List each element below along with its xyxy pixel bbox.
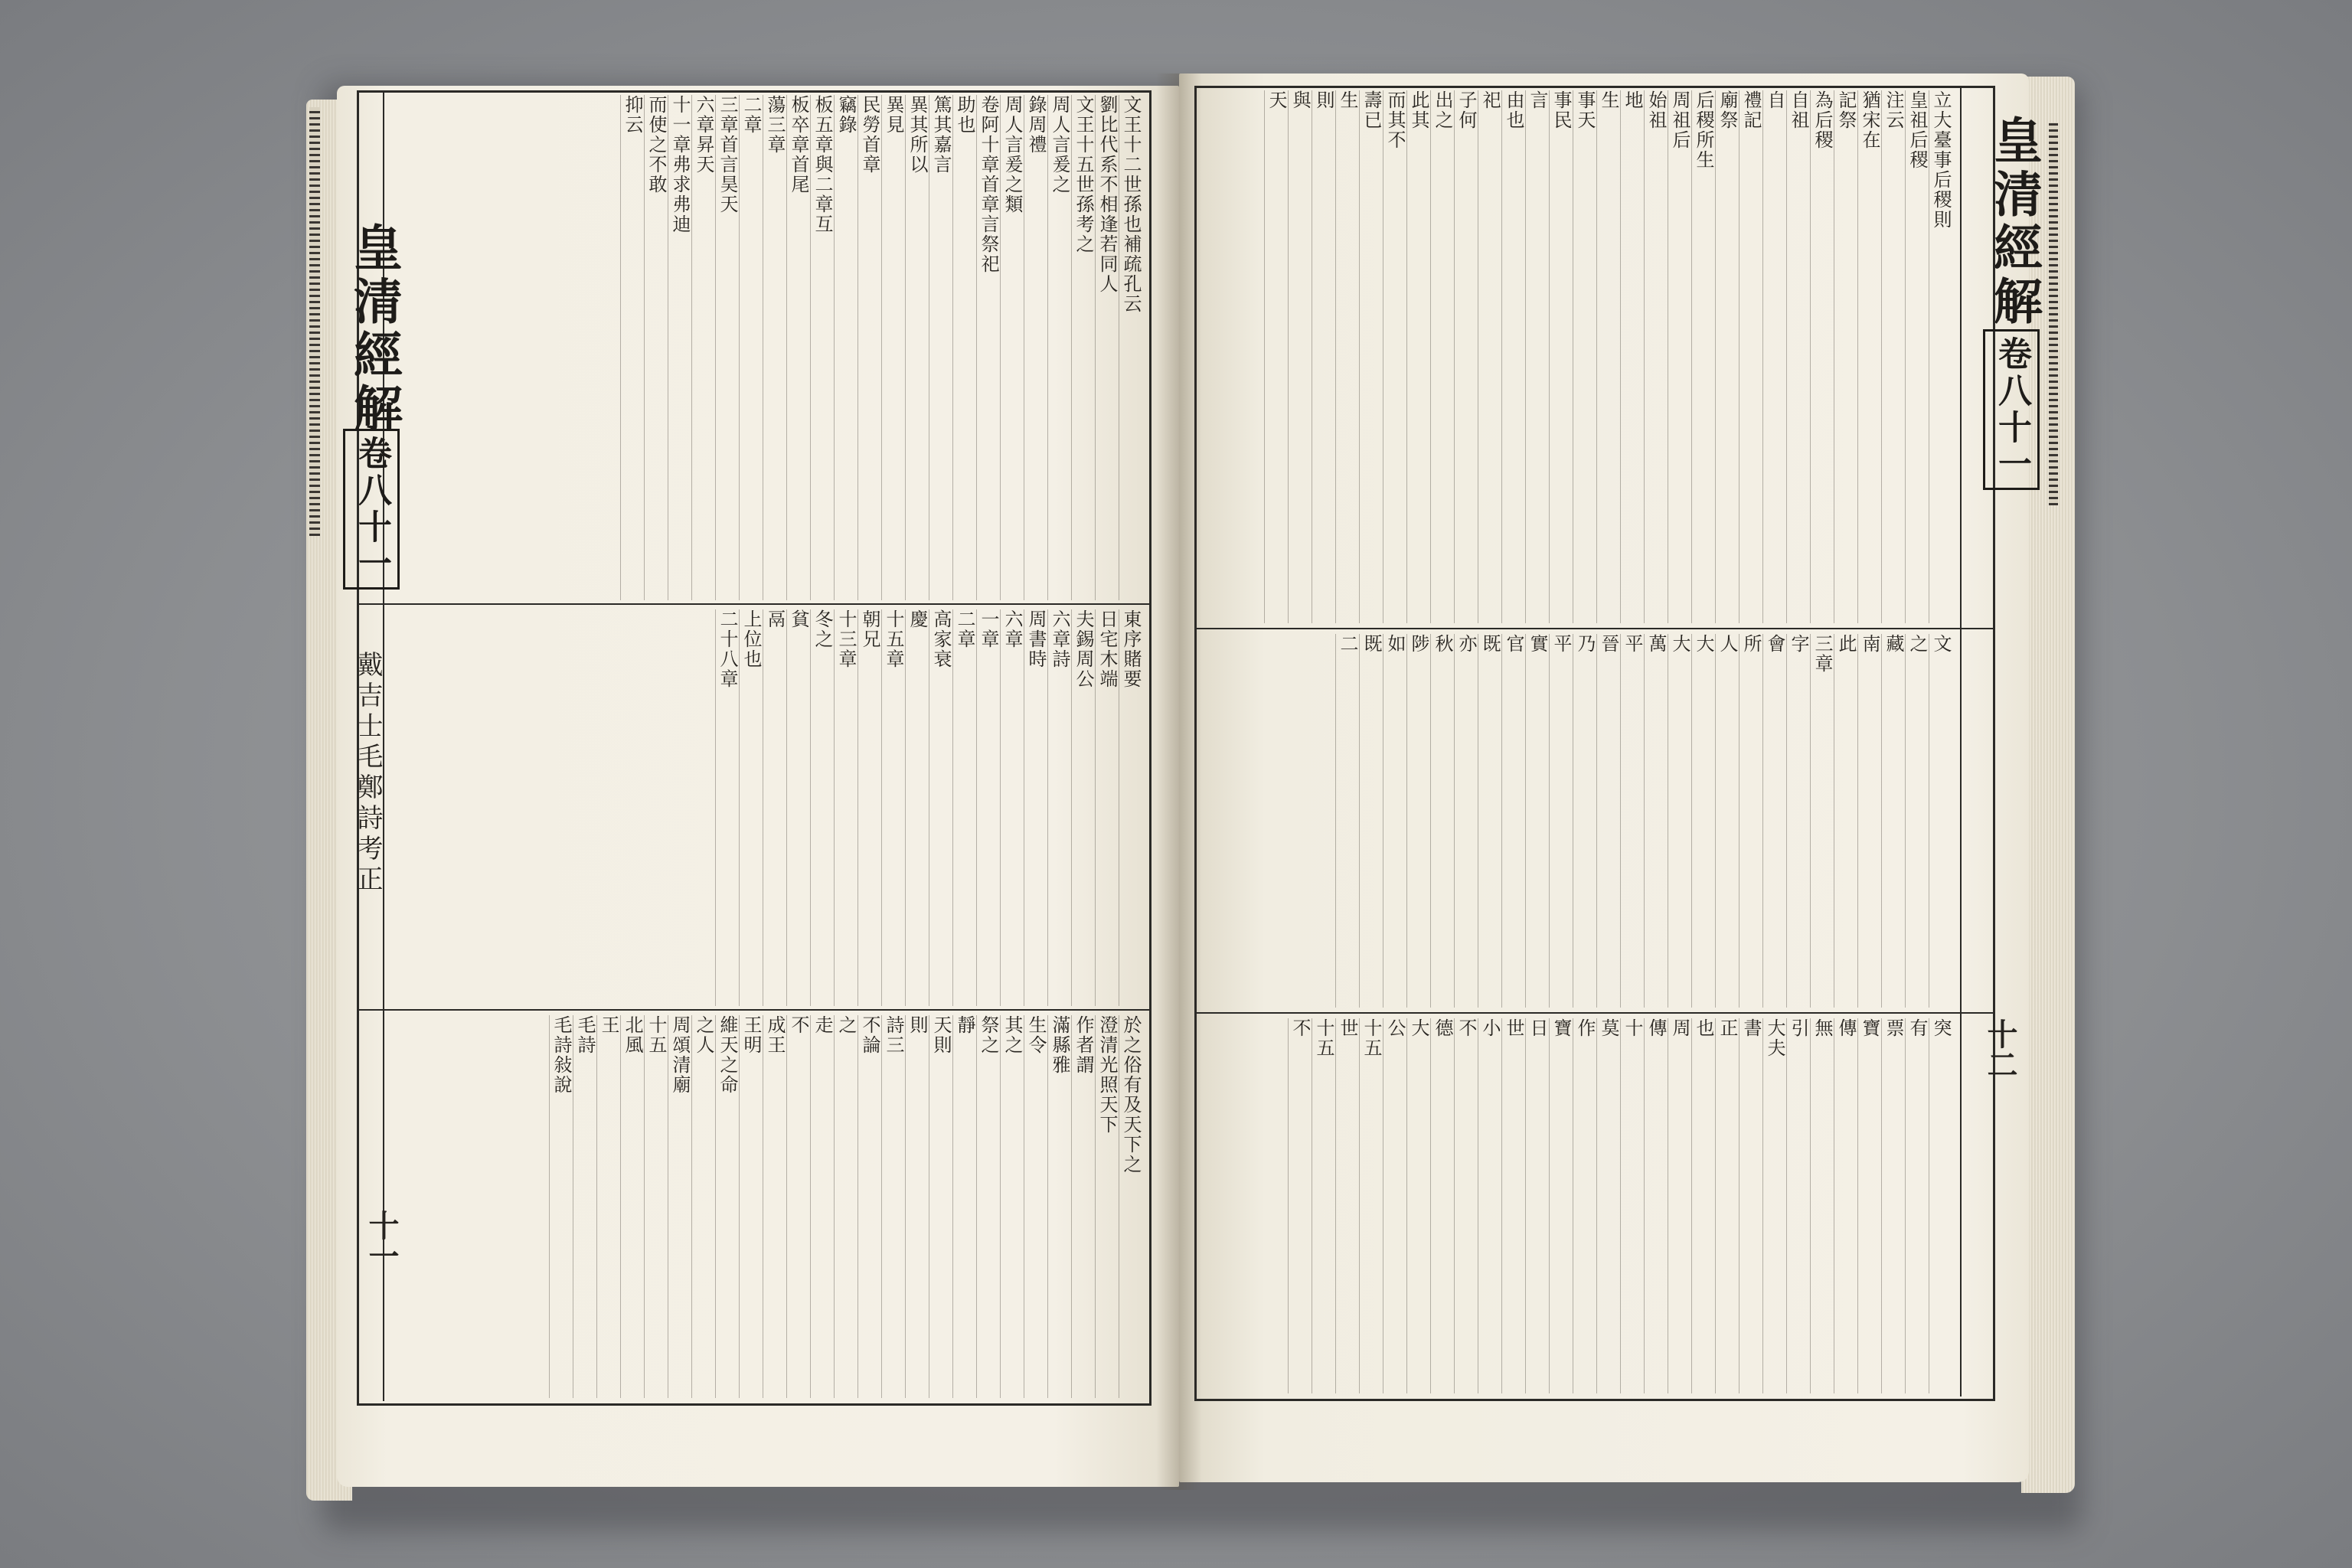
- text-column: 王: [596, 1015, 620, 1398]
- text-column: 之: [1905, 634, 1929, 1008]
- text-column: 二: [1335, 634, 1359, 1008]
- text-column: 正: [1715, 1018, 1739, 1393]
- right-middle-text: [1202, 634, 1952, 1008]
- text-column: 此: [1834, 634, 1857, 1008]
- text-column: 自: [1762, 90, 1786, 623]
- text-column: 錄周禮: [1024, 95, 1047, 600]
- text-column: 朝兄: [858, 609, 881, 1006]
- text-column: 則: [1312, 90, 1335, 623]
- text-column: 板五章與二章互: [810, 95, 834, 600]
- text-column: 與: [1288, 90, 1312, 623]
- text-column: 抑云: [620, 95, 644, 600]
- right-volume-label: 卷八十一: [1983, 329, 2040, 490]
- text-column: 十一章弗求弗迪: [668, 95, 691, 600]
- text-column: 文王十五世孫考之: [1071, 95, 1095, 600]
- text-column: 王明: [739, 1015, 763, 1398]
- text-column: 蕩三章: [763, 95, 786, 600]
- left-editor-credit: 戴吉士毛鄭詩考正: [352, 651, 383, 896]
- text-column: 有: [1905, 1018, 1929, 1393]
- text-column: 二章: [952, 609, 976, 1006]
- text-column: 周書時: [1024, 609, 1047, 1006]
- left-leaf-number: 十一: [364, 1210, 400, 1271]
- text-column: 二章: [739, 95, 763, 600]
- text-column: 無: [1810, 1018, 1834, 1393]
- right-tier-rule-2: [1194, 1012, 1995, 1014]
- text-column: 事民: [1549, 90, 1573, 623]
- text-column: 人: [1715, 634, 1739, 1008]
- left-middle-text: [413, 609, 1142, 1006]
- right-leaf-number: 十二: [1982, 1018, 2018, 1080]
- text-column: 毛詩敍說: [549, 1015, 573, 1398]
- text-column: 篤其嘉言: [929, 95, 952, 600]
- left-margin-title: 皇清經解: [345, 222, 403, 436]
- text-column: 周頌清廟: [668, 1015, 691, 1398]
- text-column: 十五: [644, 1015, 668, 1398]
- right-tier-rule-1: [1194, 628, 1995, 629]
- text-column: 字: [1786, 634, 1810, 1008]
- text-column: 詩三: [881, 1015, 905, 1398]
- text-column: 禮記: [1739, 90, 1762, 623]
- text-column: 異其所以: [905, 95, 929, 600]
- text-column: 地: [1620, 90, 1644, 623]
- text-column: 寶: [1549, 1018, 1573, 1393]
- text-column: 十五: [1312, 1018, 1335, 1393]
- text-column: 自祖: [1786, 90, 1810, 623]
- text-column: 澄清光照天下: [1095, 1015, 1119, 1398]
- text-column: 之人: [691, 1015, 715, 1398]
- text-column: 天: [1264, 90, 1288, 623]
- text-column: 板卒章首尾: [786, 95, 810, 600]
- text-column: 記祭: [1834, 90, 1857, 623]
- text-column: 於之俗有及天下之: [1119, 1015, 1142, 1398]
- text-column: 傳: [1644, 1018, 1668, 1393]
- text-column: 票: [1881, 1018, 1905, 1393]
- text-column: 祭之: [976, 1015, 1000, 1398]
- text-column: 傳: [1834, 1018, 1857, 1393]
- right-banxin-rule: [1960, 86, 1962, 1396]
- text-column: 子何: [1454, 90, 1478, 623]
- text-column: 大: [1406, 1018, 1430, 1393]
- text-column: 助也: [952, 95, 976, 600]
- left-upper-text: [413, 95, 1142, 600]
- text-column: 平: [1549, 634, 1573, 1008]
- text-column: 異見: [881, 95, 905, 600]
- text-column: 后稷所生: [1691, 90, 1715, 623]
- text-column: 此其: [1406, 90, 1430, 623]
- text-column: 十三章: [834, 609, 858, 1006]
- text-column: 六章昇天: [691, 95, 715, 600]
- text-column: 生: [1335, 90, 1359, 623]
- text-column: 既: [1478, 634, 1501, 1008]
- text-column: 也: [1691, 1018, 1715, 1393]
- text-column: 天則: [929, 1015, 952, 1398]
- text-column: 三章: [1810, 634, 1834, 1008]
- text-column: 引: [1786, 1018, 1810, 1393]
- left-volume-label: 卷八十一: [343, 429, 400, 590]
- text-column: 文王十二世孫也補疏孔云: [1119, 95, 1142, 600]
- text-column: 冬之: [810, 609, 834, 1006]
- text-column: 如: [1383, 634, 1406, 1008]
- text-column: 貧: [786, 609, 810, 1006]
- text-column: 十五章: [881, 609, 905, 1006]
- text-column: 大夫: [1762, 1018, 1786, 1393]
- text-column: 靜: [952, 1015, 976, 1398]
- text-column: 不論: [858, 1015, 881, 1398]
- text-column: 周人言爰之類: [1000, 95, 1024, 600]
- text-column: 而使之不敢: [644, 95, 668, 600]
- text-column: 生令: [1024, 1015, 1047, 1398]
- text-column: 會: [1762, 634, 1786, 1008]
- text-column: 十: [1620, 1018, 1644, 1393]
- left-tier-rule-1: [357, 603, 1152, 605]
- text-column: 文: [1929, 634, 1952, 1008]
- right-lower-text: [1202, 1018, 1952, 1393]
- text-column: 之: [834, 1015, 858, 1398]
- text-column: 乃: [1573, 634, 1596, 1008]
- text-column: 實: [1525, 634, 1549, 1008]
- text-column: 六章: [1000, 609, 1024, 1006]
- text-column: 皇祖后稷: [1905, 90, 1929, 623]
- left-lower-text: [413, 1015, 1142, 1398]
- text-column: 走: [810, 1015, 834, 1398]
- text-column: 慶: [905, 609, 929, 1006]
- text-column: 作者謂: [1071, 1015, 1095, 1398]
- text-column: 既: [1359, 634, 1383, 1008]
- text-column: 維天之命: [715, 1015, 739, 1398]
- text-column: 日宅木端: [1095, 609, 1119, 1006]
- text-column: 其之: [1000, 1015, 1024, 1398]
- text-column: 小: [1478, 1018, 1501, 1393]
- text-column: 所: [1739, 634, 1762, 1008]
- text-column: 卷阿十章首章言祭祀: [976, 95, 1000, 600]
- text-column: 亦: [1454, 634, 1478, 1008]
- text-column: 寶: [1857, 1018, 1881, 1393]
- text-column: 劉比代系不相逢若同人: [1095, 95, 1119, 600]
- text-column: 周: [1668, 1018, 1691, 1393]
- text-column: 高家衰: [929, 609, 952, 1006]
- text-column: 竊錄: [834, 95, 858, 600]
- text-column: 東序賭要: [1119, 609, 1142, 1006]
- text-column: 注云: [1881, 90, 1905, 623]
- text-column: 周祖后: [1668, 90, 1691, 623]
- text-column: 始祖: [1644, 90, 1668, 623]
- text-column: 成王: [763, 1015, 786, 1398]
- text-column: 公: [1383, 1018, 1406, 1393]
- text-column: 世: [1335, 1018, 1359, 1393]
- text-column: 滿縣雅: [1047, 1015, 1071, 1398]
- text-column: 壽已: [1359, 90, 1383, 623]
- text-column: 夫錫周公: [1071, 609, 1095, 1006]
- text-column: 突: [1929, 1018, 1952, 1393]
- text-column: 莫: [1596, 1018, 1620, 1393]
- text-column: 周人言爰之: [1047, 95, 1071, 600]
- text-column: 晉: [1596, 634, 1620, 1008]
- text-column: 事天: [1573, 90, 1596, 623]
- text-column: 陟: [1406, 634, 1430, 1008]
- text-column: 官: [1501, 634, 1525, 1008]
- text-column: 二十八章: [715, 609, 739, 1006]
- text-column: 一章: [976, 609, 1000, 1006]
- right-margin-title: 皇清經解: [1985, 115, 2043, 329]
- text-column: 大: [1691, 634, 1715, 1008]
- right-tab-edge: [2049, 122, 2058, 505]
- text-column: 十五: [1359, 1018, 1383, 1393]
- text-column: 言: [1525, 90, 1549, 623]
- right-upper-text: [1202, 90, 1952, 623]
- text-column: 生: [1596, 90, 1620, 623]
- text-column: 為后稷: [1810, 90, 1834, 623]
- text-column: 不: [786, 1015, 810, 1398]
- text-column: 日: [1525, 1018, 1549, 1393]
- text-column: 德: [1430, 1018, 1454, 1393]
- text-column: 世: [1501, 1018, 1525, 1393]
- text-column: 立大臺事后稷則: [1929, 90, 1952, 623]
- text-column: 秋: [1430, 634, 1454, 1008]
- text-column: 三章首言昊天: [715, 95, 739, 600]
- text-column: 平: [1620, 634, 1644, 1008]
- text-column: 出之: [1430, 90, 1454, 623]
- text-column: 上位也: [739, 609, 763, 1006]
- text-column: 鬲: [763, 609, 786, 1006]
- text-column: 而其不: [1383, 90, 1406, 623]
- text-column: 北風: [620, 1015, 644, 1398]
- text-column: 萬: [1644, 634, 1668, 1008]
- text-column: 則: [905, 1015, 929, 1398]
- text-column: 不: [1454, 1018, 1478, 1393]
- text-column: 作: [1573, 1018, 1596, 1393]
- text-column: 書: [1739, 1018, 1762, 1393]
- text-column: 大: [1668, 634, 1691, 1008]
- text-column: 南: [1857, 634, 1881, 1008]
- text-column: 民勞首章: [858, 95, 881, 600]
- text-column: 藏: [1881, 634, 1905, 1008]
- left-tab-edge: [309, 107, 320, 536]
- text-column: 祀: [1478, 90, 1501, 623]
- text-column: 不: [1288, 1018, 1312, 1393]
- text-column: 六章詩: [1047, 609, 1071, 1006]
- left-tier-rule-2: [357, 1009, 1152, 1011]
- text-column: 由也: [1501, 90, 1525, 623]
- text-column: 毛詩: [573, 1015, 596, 1398]
- text-column: 廟祭: [1715, 90, 1739, 623]
- text-column: 猶宋在: [1857, 90, 1881, 623]
